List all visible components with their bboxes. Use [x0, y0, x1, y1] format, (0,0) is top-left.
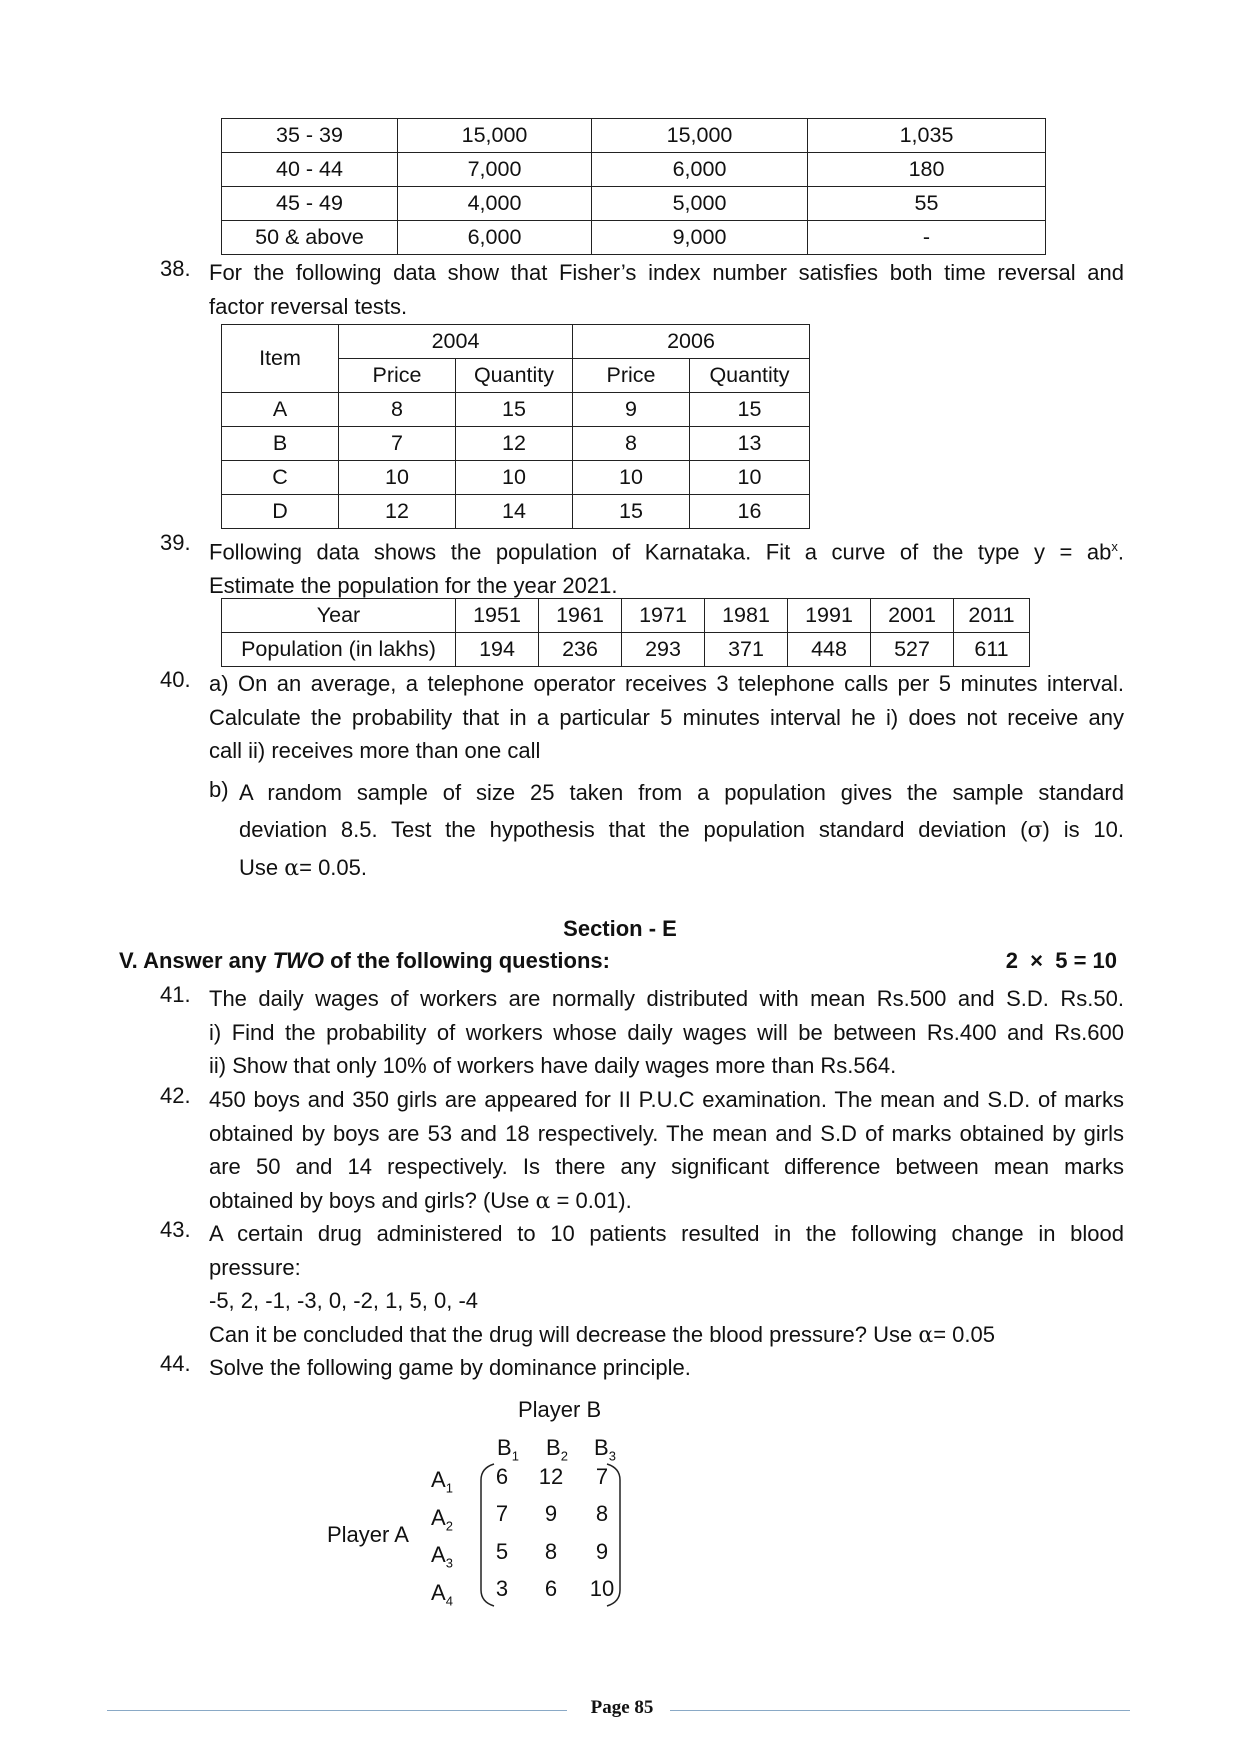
- question-number: 39.: [160, 530, 191, 555]
- table-cell: 15: [573, 495, 690, 529]
- text-line: Estimate the population for the year 2021.: [209, 572, 618, 598]
- question-40b-text: [239, 774, 1124, 887]
- text-line: [239, 811, 1124, 849]
- text-segment: = 0.05.: [299, 855, 367, 880]
- question-44-text: [209, 1351, 1124, 1385]
- text-segment: Use: [239, 855, 279, 880]
- question-number: 44.: [160, 1351, 191, 1376]
- table-cell: 448: [788, 633, 871, 667]
- row-header: [431, 1580, 453, 1608]
- text-segment: Can it be concluded that the drug will decrease the blood pressure? Use: [209, 1321, 913, 1347]
- row-header: [431, 1505, 453, 1533]
- table-row: [222, 633, 1030, 667]
- table-cell: 1,035: [808, 119, 1046, 153]
- table-header: Quantity: [690, 359, 810, 393]
- table-cell: 45 - 49: [222, 187, 398, 221]
- table-cell: 55: [808, 187, 1046, 221]
- row-header: [431, 1467, 453, 1495]
- section-marks: 2 × 5 = 10: [1005, 948, 1117, 973]
- text-segment: Following data shows the population of Karnataka. Fit a curve of the type y = ab: [209, 539, 1112, 565]
- table-cell: 6,000: [398, 221, 592, 255]
- table-cell: 1961: [539, 599, 622, 633]
- table-cell: 13: [690, 427, 810, 461]
- table-cell: 9,000: [592, 221, 808, 255]
- matrix-cell: 7: [495, 1501, 509, 1526]
- text-segment: ) is 10.: [1042, 817, 1124, 842]
- subscript: 1: [445, 1480, 453, 1496]
- text-segment: B: [594, 1435, 609, 1460]
- matrix-cell: 6: [544, 1576, 558, 1601]
- table-cell: 15: [690, 393, 810, 427]
- table-row: [222, 221, 1046, 255]
- table-row: [222, 495, 810, 529]
- table-cell: 1951: [456, 599, 539, 633]
- question-38-text: [209, 256, 1124, 323]
- fisher-table: [221, 324, 810, 529]
- table-cell: 10: [339, 461, 456, 495]
- alpha-symbol: α: [284, 856, 300, 881]
- matrix-cell: 10: [589, 1576, 615, 1601]
- age-table: [221, 118, 1046, 255]
- table-cell: 611: [954, 633, 1030, 667]
- table-header: Price: [573, 359, 690, 393]
- page-number: Page 85: [590, 1697, 654, 1718]
- subscript: 3: [445, 1555, 453, 1571]
- matrix-cell: 8: [595, 1501, 609, 1526]
- table-header: Item: [222, 325, 339, 393]
- player-b-label: Player B: [518, 1397, 602, 1422]
- text-line: -5, 2, -1, -3, 0, -2, 1, 5, 0, -4: [209, 1288, 479, 1313]
- table-cell: A: [222, 393, 339, 427]
- text-line: call ii) receives more than one call: [209, 738, 541, 763]
- subscript: 3: [608, 1448, 616, 1464]
- table-cell: B: [222, 427, 339, 461]
- text-segment: A: [431, 1542, 446, 1567]
- footer-divider: [670, 1710, 1130, 1711]
- text-line: A random sample of size 25 taken from a population gives the sample standard: [239, 780, 1124, 805]
- table-cell: 14: [456, 495, 573, 529]
- table-cell: 2011: [954, 599, 1030, 633]
- text-segment: .: [1117, 539, 1124, 565]
- table-cell: C: [222, 461, 339, 495]
- table-cell: 4,000: [398, 187, 592, 221]
- table-row: [222, 393, 810, 427]
- question-number: 41.: [160, 982, 191, 1007]
- sigma-symbol: σ: [1027, 818, 1043, 843]
- text-segment: TWO: [272, 948, 324, 973]
- text-line: For the following data show that Fisher’s index number satisfies both time reversal and: [209, 260, 1124, 285]
- section-title: Section - E: [563, 916, 677, 941]
- subscript: 2: [560, 1448, 568, 1464]
- text-line: ii) Show that only 10% of workers have daily wages more than Rs.564.: [209, 1053, 897, 1078]
- table-cell: 236: [539, 633, 622, 667]
- text-segment: deviation 8.5. Test the hypothesis that the population standard deviation (: [239, 817, 1028, 842]
- table-cell: 8: [573, 427, 690, 461]
- subscript: 4: [445, 1593, 453, 1609]
- question-42-text: [209, 1083, 1124, 1218]
- table-cell: 10: [690, 461, 810, 495]
- text-segment: B: [546, 1435, 561, 1460]
- text-segment: obtained by boys and girls? (Use: [209, 1187, 530, 1213]
- table-row: [222, 599, 1030, 633]
- table-header: 2006: [573, 325, 810, 359]
- text-line: [209, 530, 1124, 569]
- text-segment: of the following questions:: [324, 948, 610, 973]
- table-cell: 12: [456, 427, 573, 461]
- table-cell: 371: [705, 633, 788, 667]
- text-line: [209, 1184, 1124, 1219]
- text-segment: A: [431, 1467, 446, 1492]
- table-cell: 15,000: [398, 119, 592, 153]
- table-cell: 10: [573, 461, 690, 495]
- table-cell: 10: [456, 461, 573, 495]
- table-cell: 6,000: [592, 153, 808, 187]
- text-line: 450 boys and 350 girls are appeared for II P.U.C examination. The mean and S.D. of marks: [209, 1087, 1124, 1112]
- table-cell: 15: [456, 393, 573, 427]
- table-cell: 35 - 39: [222, 119, 398, 153]
- question-number: 40.: [160, 667, 191, 692]
- matrix-cell: 9: [595, 1539, 609, 1564]
- player-a-label: Player A: [327, 1522, 409, 1547]
- table-row: [222, 187, 1046, 221]
- table-cell: 5,000: [592, 187, 808, 221]
- matrix-cell: 6: [495, 1464, 509, 1489]
- text-segment: = 0.05: [933, 1321, 995, 1347]
- footer-divider: [107, 1710, 567, 1711]
- superscript: x: [1111, 539, 1118, 554]
- text-line: A certain drug administered to 10 patients resulted in the following change in blood: [209, 1221, 1124, 1246]
- table-cell: 527: [871, 633, 954, 667]
- text-line: obtained by boys are 53 and 18 respectively. The mean and S.D of marks obtained by girls: [209, 1120, 1124, 1146]
- text-line: [239, 849, 1124, 887]
- text-segment: A: [431, 1580, 446, 1605]
- question-number: 43.: [160, 1217, 191, 1242]
- text-line: Solve the following game by dominance principle.: [209, 1355, 691, 1380]
- subscript: 2: [445, 1518, 453, 1534]
- row-header: [431, 1542, 453, 1570]
- table-header: Price: [339, 359, 456, 393]
- matrix-cell: 8: [544, 1539, 558, 1564]
- text-line: a) On an average, a telephone operator receives 3 telephone calls per 5 minutes interval.: [209, 671, 1124, 696]
- sub-question-label: b): [209, 777, 229, 802]
- table-cell: 194: [456, 633, 539, 667]
- table-cell: 7: [339, 427, 456, 461]
- question-number: 42.: [160, 1083, 191, 1108]
- alpha-symbol: α: [918, 1322, 934, 1348]
- table-cell: 180: [808, 153, 1046, 187]
- table-header: 2004: [339, 325, 573, 359]
- table-cell: 2001: [871, 599, 954, 633]
- table-cell: -: [808, 221, 1046, 255]
- table-row: [222, 427, 810, 461]
- table-cell: 12: [339, 495, 456, 529]
- table-header: Year: [222, 599, 456, 633]
- text-line: [209, 1318, 1124, 1353]
- text-line: The daily wages of workers are normally distributed with mean Rs.500 and S.D. Rs.50.: [209, 986, 1124, 1011]
- text-line: pressure:: [209, 1254, 301, 1280]
- text-line: Calculate the probability that in a particular 5 minutes interval he i) does not receive any: [209, 704, 1124, 730]
- table-row: [222, 119, 1046, 153]
- table-row: [222, 461, 810, 495]
- table-cell: 1991: [788, 599, 871, 633]
- matrix-cell: 3: [495, 1576, 509, 1601]
- text-line: are 50 and 14 respectively. Is there any significant difference between mean marks: [209, 1154, 1124, 1179]
- table-header: Quantity: [456, 359, 573, 393]
- subscript: 1: [511, 1448, 519, 1464]
- text-segment: V. Answer any: [119, 948, 273, 973]
- matrix-cell: 12: [538, 1464, 564, 1489]
- matrix-cell: 7: [595, 1464, 609, 1489]
- table-cell: 40 - 44: [222, 153, 398, 187]
- matrix-cell: 9: [544, 1501, 558, 1526]
- table-cell: 1971: [622, 599, 705, 633]
- table-row: [222, 325, 810, 359]
- question-number: 38.: [160, 256, 191, 281]
- text-line: i) Find the probability of workers whose daily wages will be between Rs.400 and Rs.600: [209, 1019, 1124, 1045]
- section-instruction: [119, 948, 610, 974]
- text-line: factor reversal tests.: [209, 293, 408, 319]
- table-cell: D: [222, 495, 339, 529]
- question-39-text: [209, 530, 1124, 602]
- table-cell: 8: [339, 393, 456, 427]
- text-segment: = 0.01).: [550, 1187, 632, 1213]
- question-40a-text: [209, 667, 1124, 768]
- table-cell: 50 & above: [222, 221, 398, 255]
- text-segment: B: [497, 1435, 512, 1460]
- table-cell: 16: [690, 495, 810, 529]
- table-cell: 293: [622, 633, 705, 667]
- question-41-text: [209, 982, 1124, 1083]
- question-43-text: [209, 1217, 1124, 1352]
- text-segment: A: [431, 1505, 446, 1530]
- table-cell: 1981: [705, 599, 788, 633]
- table-cell: 7,000: [398, 153, 592, 187]
- table-header: Population (in lakhs): [222, 633, 456, 667]
- matrix-cell: 5: [495, 1539, 509, 1564]
- table-cell: 15,000: [592, 119, 808, 153]
- table-cell: 9: [573, 393, 690, 427]
- alpha-symbol: α: [535, 1188, 551, 1214]
- population-table: [221, 598, 1030, 667]
- table-row: [222, 153, 1046, 187]
